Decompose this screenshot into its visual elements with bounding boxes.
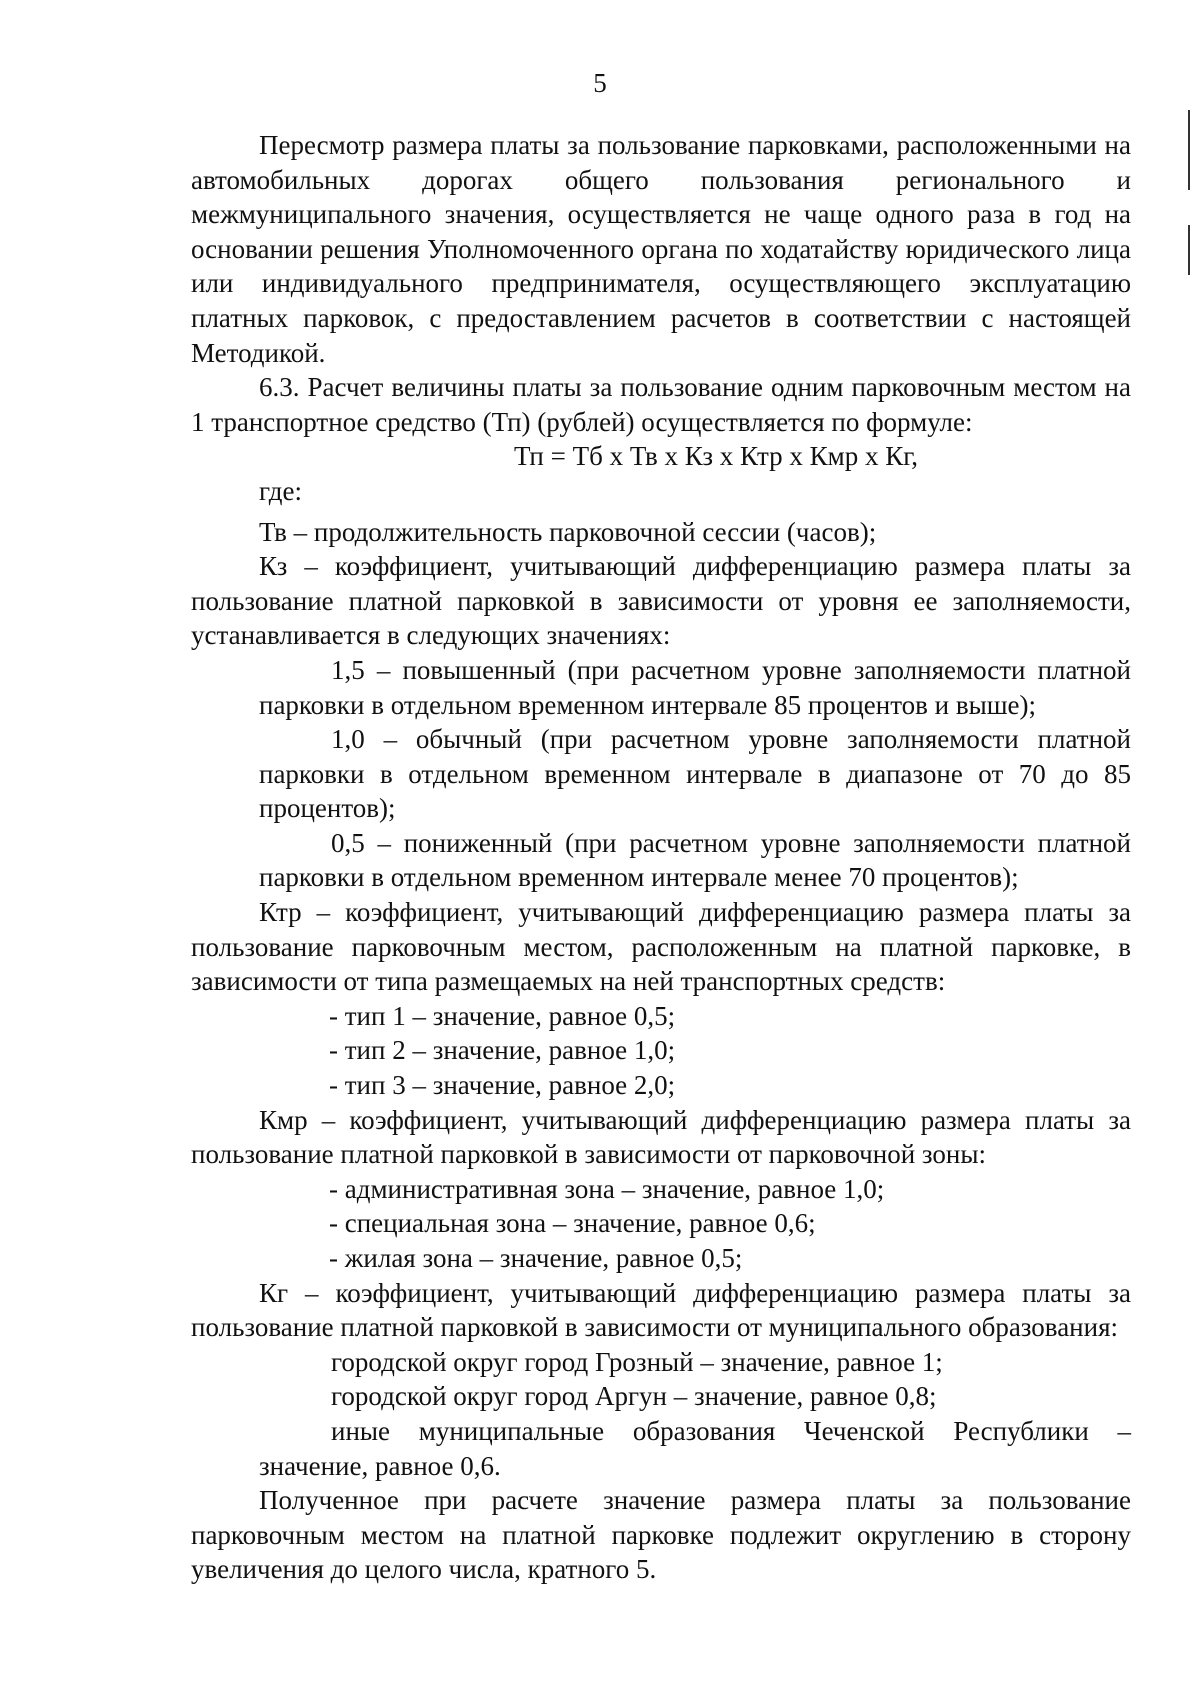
definition-tv: Тв – продолжительность парковочной сессии (часов); <box>259 516 877 547</box>
kmr-special-zone: - специальная зона – значение, равное 0,6; <box>329 1208 816 1239</box>
kz-value-normal: 1,0 – обычный (при расчетном уровне заполняемости платной парковки в отдельном временном интервале в диапазоне от 70 до 85 процентов); <box>259 724 1131 824</box>
kz-value-high: 1,5 – повышенный (при расчетном уровне заполняемости платной парковки в отдельном временном интервале 85 процентов и выше); <box>259 654 1131 720</box>
definition-kmr: Кмр – коэффициент, учитывающий дифференциацию размера платы за пользование платной парковкой в зависимости от парковочной зоны: <box>191 1104 1131 1170</box>
margin-scan-mark <box>1188 225 1190 275</box>
where-label: где: <box>259 475 302 506</box>
kg-other: иные муниципальные образования Чеченской Республики – значение, равное 0,6. <box>259 1415 1131 1481</box>
definition-ktr: Ктр – коэффициент, учитывающий дифференциацию размера платы за пользование парковочным местом, расположенным на платной парковке, в зависимости от типа размещаемых на ней транспортных средств: <box>191 897 1131 997</box>
paragraph-revision: Пересмотр размера платы за пользование парковками, расположенными на автомобильных дорогах общего пользования регионального и межмуниципального значения, осуществляется не чаще одного раза в год на основании решения Уполномоченного органа по ходатайству юридического лица или индивидуального предпринимателя, осуществляющего эксплуатацию платных парковок, с предоставлением расчетов в соответствии с настоящей Методикой. <box>191 130 1131 368</box>
kg-argun: городской округ город Аргун – значение, равное 0,8; <box>331 1381 937 1412</box>
margin-scan-mark <box>1188 110 1190 190</box>
formula: Тп = Тб х Тв х Кз х Ктр х Кмр х Кг, <box>513 441 919 472</box>
kg-grozny: городской округ город Грозный – значение, равное 1; <box>331 1346 943 1377</box>
kz-value-low: 0,5 – пониженный (при расчетном уровне заполняемости платной парковки в отдельном временном интервале менее 70 процентов); <box>259 827 1131 893</box>
paragraph-6-3: 6.3. Расчет величины платы за пользование одним парковочным местом на 1 транспортное средство (Тп) (рублей) осуществляется по формуле: <box>191 372 1131 437</box>
ktr-type-2: - тип 2 – значение, равное 1,0; <box>329 1035 676 1066</box>
ktr-type-3: - тип 3 – значение, равное 2,0; <box>329 1070 676 1101</box>
kmr-residential-zone: - жилая зона – значение, равное 0,5; <box>329 1243 743 1273</box>
paragraph-rounding: Полученное при расчете значение размера платы за пользование парковочным местом на платной парковке подлежит округлению в сторону увеличения до целого числа, кратного 5. <box>191 1485 1131 1585</box>
page-number: 5 <box>593 68 607 98</box>
document-body <box>191 128 1131 1587</box>
kmr-admin-zone: - административная зона – значение, равное 1,0; <box>329 1173 885 1204</box>
ktr-type-1: - тип 1 – значение, равное 0,5; <box>329 1000 676 1031</box>
definition-kg: Кг – коэффициент, учитывающий дифференциацию размера платы за пользование платной парковкой в зависимости от муниципального образования: <box>191 1277 1131 1343</box>
definition-kz: Кз – коэффициент, учитывающий дифференциацию размера платы за пользование платной парковкой в зависимости от уровня ее заполняемости, устанавливается в следующих значениях: <box>191 551 1131 651</box>
